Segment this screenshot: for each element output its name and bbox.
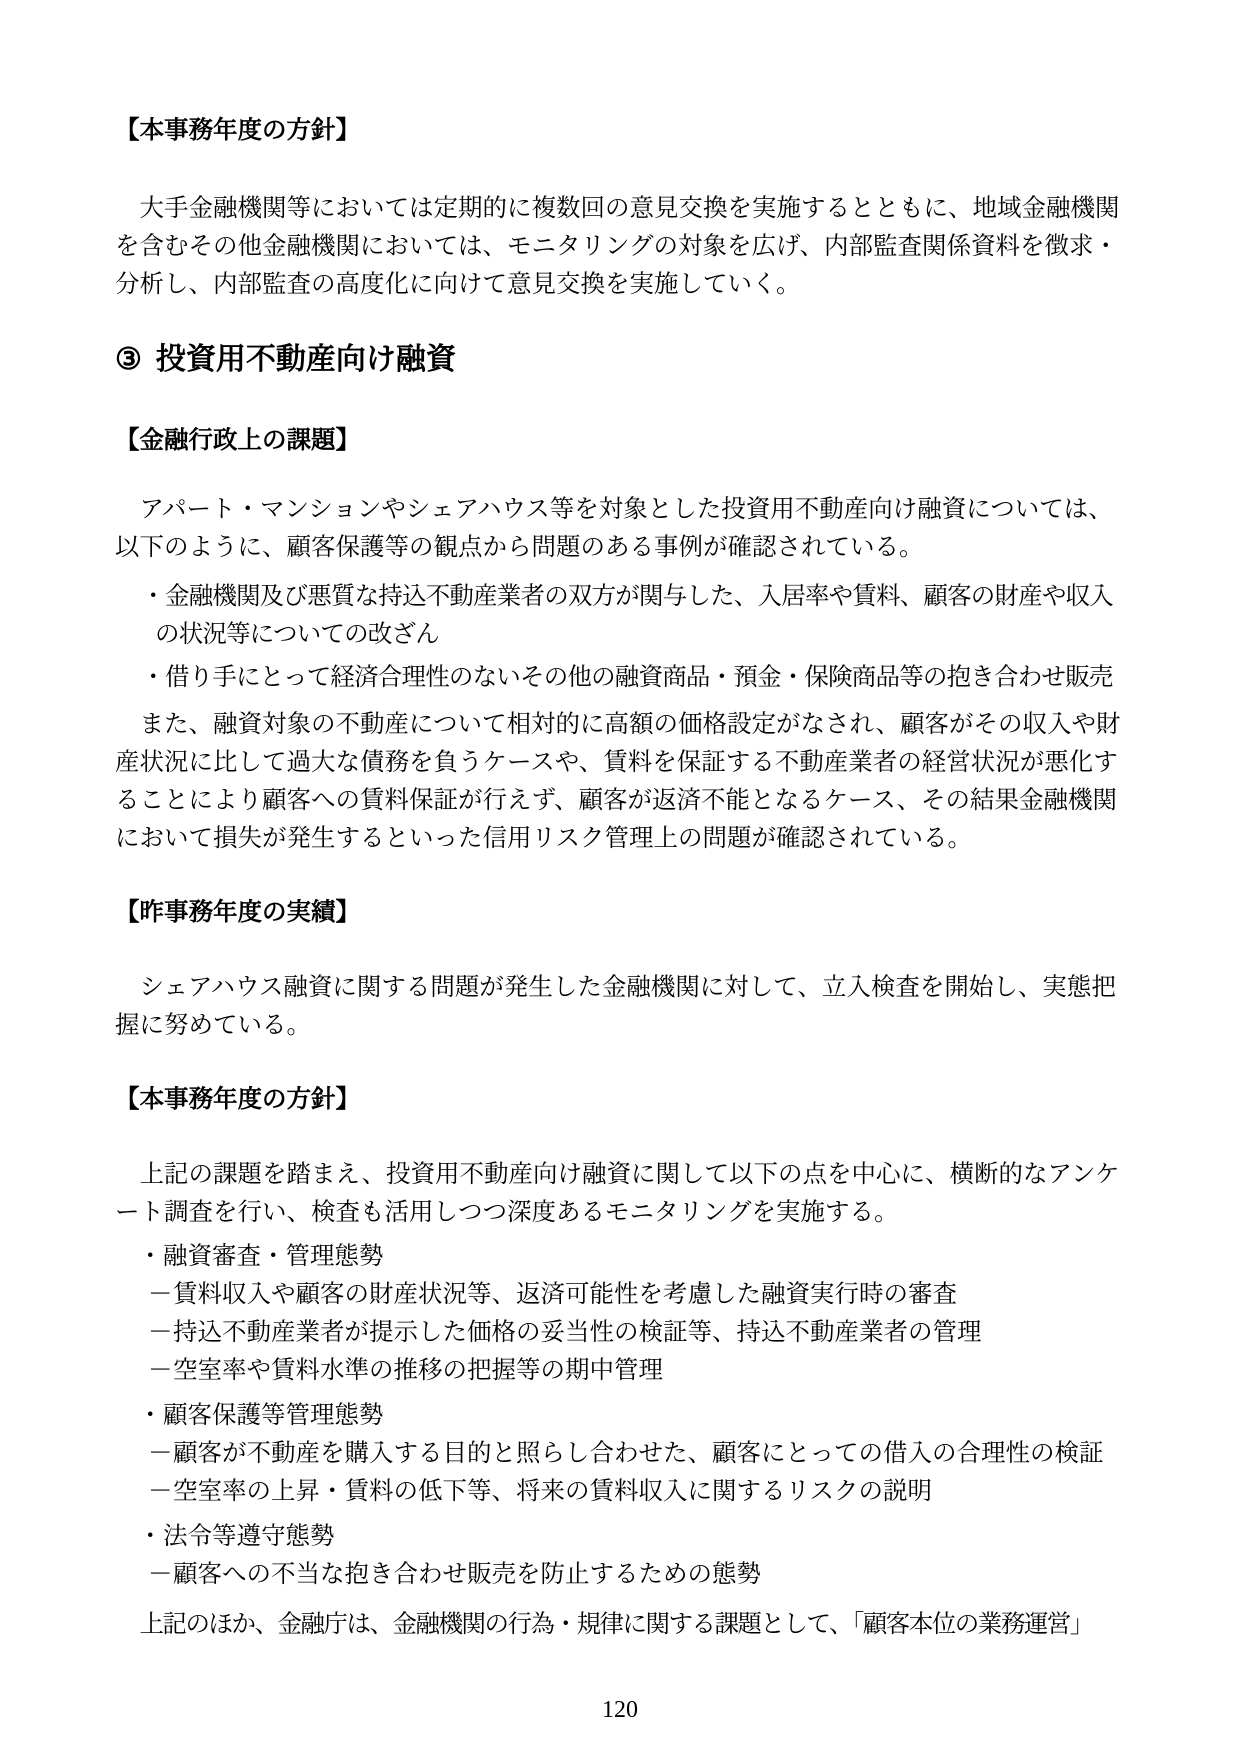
- issue-bullet-item: [115, 578, 1125, 654]
- closing-paragraph: 上記のほか、金融庁は、金融機関の行為・規律に関する課題として、「顧客本位の業務運営」: [139, 1611, 1093, 1638]
- issue-bullet-item: [115, 659, 1125, 697]
- issues-intro-paragraph: アパート・マンションやシェアハウス等を対象とした投資用不動産向け融資については、以下のように、顧客保護等の観点から問題のある事例が確認されている。: [115, 496, 1113, 561]
- topic-sub-item: [115, 1473, 1125, 1511]
- issues-heading: 【金融行政上の課題】: [115, 427, 360, 454]
- topic-label: [115, 1238, 1125, 1276]
- results-paragraph: シェアハウス融資に関する問題が発生した金融機関に対して、立入検査を開始し、実態把握に努めている。: [115, 974, 1116, 1039]
- topic-label-text: 法令等遵守態勢: [163, 1523, 335, 1550]
- topic-label-text: 融資審査・管理態勢: [163, 1243, 384, 1270]
- policy-topic: [115, 1238, 1125, 1390]
- policy-topic-list: [115, 1238, 1125, 1594]
- topic-sub-item-text: 顧客への不当な抱き合わせ販売を防止するための態勢: [173, 1561, 761, 1588]
- document-page: [115, 0, 1125, 1644]
- issue-bullet-text: 金融機関及び悪質な持込不動産業者の双方が関与した、入居率や賃料、顧客の財産や収入の状況等についての改ざん: [155, 583, 1113, 648]
- topic-sub-item-text: 空室率の上昇・賃料の低下等、将来の賃料収入に関するリスクの説明: [173, 1478, 933, 1505]
- section-number: ③: [115, 343, 142, 376]
- topic-sub-item: [115, 1352, 1125, 1390]
- issue-bullet-text: 借り手にとって経済合理性のないその他の融資商品・預金・保険商品等の抱き合わせ販売: [165, 664, 1113, 691]
- policy-topic: [115, 1397, 1125, 1511]
- topic-sub-item-text: 賃料収入や顧客の財産状況等、返済可能性を考慮した融資実行時の審査: [173, 1281, 957, 1308]
- issues-closing-paragraph: また、融資対象の不動産について相対的に高額の価格設定がなされ、顧客がその収入や財産状況に比して過大な債務を負うケースや、賃料を保証する不動産業者の経営状況が悪化することにより顧客への賃料保証が行えず、顧客が返済不能となるケース、その結果金融機関において損失が発生するといった信用リスク管理上の問題が確認されている。: [115, 711, 1121, 852]
- prev-policy-paragraph: 大手金融機関等においては定期的に複数回の意見交換を実施するとともに、地域金融機関を含むその他金融機関においては、モニタリングの対象を広げ、内部監査関係資料を徴求・分析し、内部監査の高度化に向けて意見交換を実施していく。: [115, 195, 1120, 298]
- prev-policy-heading: 【本事務年度の方針】: [115, 117, 360, 144]
- topic-sub-item-text: 持込不動産業者が提示した価格の妥当性の検証等、持込不動産業者の管理: [173, 1319, 982, 1346]
- topic-sub-item-text: 空室率や賃料水準の推移の把握等の期中管理: [173, 1357, 663, 1384]
- topic-label: [115, 1518, 1125, 1556]
- page-number: 120: [602, 1697, 638, 1723]
- bullet-icon: ・: [138, 1523, 163, 1550]
- topic-sub-item-text: 顧客が不動産を購入する目的と照らし合わせた、顧客にとっての借入の合理性の検証: [173, 1440, 1104, 1467]
- dash-icon: －: [148, 1561, 173, 1588]
- bullet-icon: ・: [138, 1243, 163, 1270]
- dash-icon: －: [148, 1357, 173, 1384]
- topic-label: [115, 1397, 1125, 1435]
- bullet-icon: ・: [141, 583, 166, 610]
- topic-sub-item: [115, 1314, 1125, 1352]
- bullet-icon: ・: [141, 664, 166, 691]
- this-year-policy-heading: 【本事務年度の方針】: [115, 1086, 360, 1113]
- topic-label-text: 顧客保護等管理態勢: [163, 1402, 384, 1429]
- topic-sub-item: [115, 1276, 1125, 1314]
- bullet-icon: ・: [138, 1402, 163, 1429]
- dash-icon: －: [148, 1319, 173, 1346]
- topic-sub-item: [115, 1556, 1125, 1594]
- section-3-heading: [115, 338, 1125, 382]
- dash-icon: －: [148, 1478, 173, 1505]
- dash-icon: －: [148, 1440, 173, 1467]
- topic-sub-item: [115, 1435, 1125, 1473]
- policy-topic: [115, 1518, 1125, 1594]
- dash-icon: －: [148, 1281, 173, 1308]
- policy-intro-paragraph: 上記の課題を踏まえ、投資用不動産向け融資に関して以下の点を中心に、横断的なアンケート調査を行い、検査も活用しつつ深度あるモニタリングを実施する。: [115, 1161, 1120, 1226]
- last-year-results-heading: 【昨事務年度の実績】: [115, 899, 360, 926]
- section-title: 投資用不動産向け融資: [155, 343, 456, 376]
- issue-bullet-list: [115, 578, 1125, 697]
